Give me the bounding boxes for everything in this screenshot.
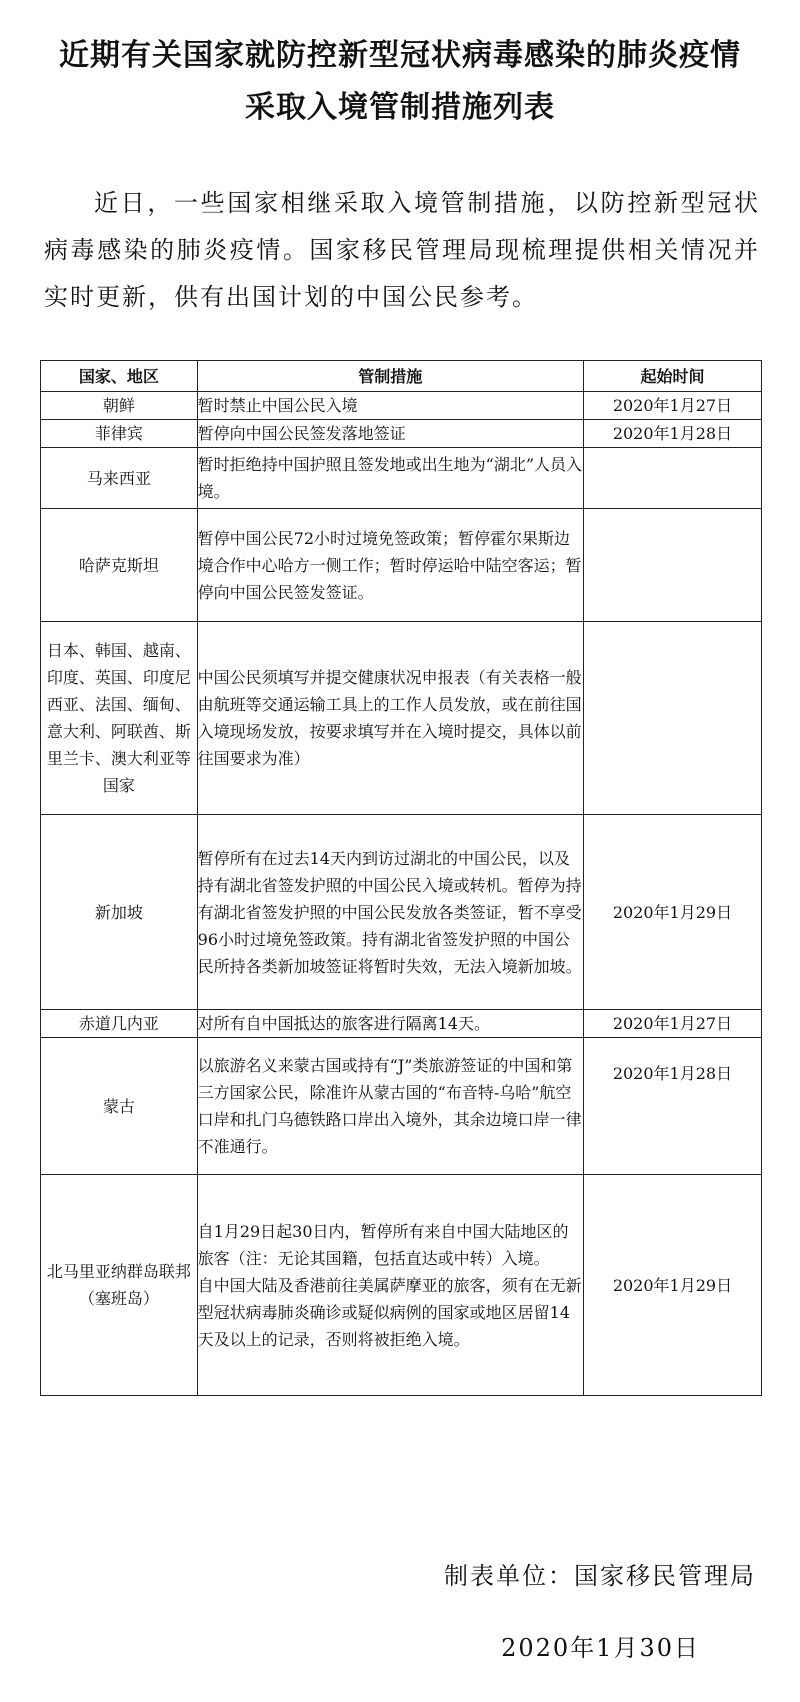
date-cell: 2020年1月29日: [583, 815, 761, 1010]
date-cell: 2020年1月27日: [583, 392, 761, 420]
country-cell: 朝鲜: [41, 392, 198, 420]
country-cell: 哈萨克斯坦: [41, 509, 198, 622]
table-row: [41, 1010, 762, 1038]
date-cell: [583, 509, 761, 622]
country-cell: 新加坡: [41, 815, 198, 1010]
table-row: [41, 815, 762, 1010]
country-cell: 马来西亚: [41, 448, 198, 509]
measure-cell: 暂停中国公民72小时过境免签政策；暂停霍尔果斯边境合作中心哈方一侧工作；暂时停运哈中陆空客运；暂停向中国公民签发签证。: [197, 509, 583, 622]
country-cell: 日本、韩国、越南、印度、英国、印度尼西亚、法国、缅甸、意大利、阿联酋、斯里兰卡、澳大利亚等国家: [41, 622, 198, 815]
issuer-line: 制表单位：国家移民管理局: [444, 1562, 756, 1590]
measure-paragraph: 自中国大陆及香港前往美属萨摩亚的旅客，须有在无新型冠状病毒肺炎确诊或疑似病例的国家或地区居留14天及以上的记录，否则将被拒绝入境。: [197, 1275, 582, 1349]
issue-date: 2020年1月30日: [501, 1634, 700, 1662]
table-row: [41, 448, 762, 509]
date-cell: 2020年1月28日: [583, 1038, 761, 1175]
table-row: [41, 509, 762, 622]
header-date: 起始时间: [583, 361, 761, 392]
date-cell: [583, 622, 761, 815]
date-cell: 2020年1月29日: [583, 1175, 761, 1396]
date-cell: [583, 448, 761, 509]
table-row: [41, 392, 762, 420]
title-line-1: 近期有关国家就防控新型冠状病毒感染的肺炎疫情: [59, 38, 741, 73]
header-country: 国家、地区: [41, 361, 198, 392]
measure-cell: 暂时禁止中国公民入境: [197, 392, 583, 420]
measure-cell: 以旅游名义来蒙古国或持有“J”类旅游签证的中国和第三方国家公民，除准许从蒙古国的“布音特-乌哈”航空口岸和扎门乌德铁路口岸出入境外，其余边境口岸一律不准通行。: [197, 1038, 583, 1175]
title-line-2: 采取入境管制措施列表: [245, 90, 555, 125]
measure-cell: 中国公民须填写并提交健康状况申报表（有关表格一般由航班等交通运输工具上的工作人员发放，或在前往国入境现场发放，按要求填写并在入境时提交，具体以前往国要求为准）: [197, 622, 583, 815]
country-cell: 菲律宾: [41, 420, 198, 448]
measures-table: [40, 360, 762, 1396]
table-row: [41, 1175, 762, 1396]
measure-paragraph: 自1月29日起30日内，暂停所有来自中国大陆地区的旅客（注：无论其国籍，包括直达或中转）入境。: [197, 1221, 569, 1268]
date-cell: 2020年1月27日: [583, 1010, 761, 1038]
measure-cell: [197, 1175, 583, 1396]
country-cell: 北马里亚纳群岛联邦（塞班岛）: [41, 1175, 198, 1396]
table-row: [41, 622, 762, 815]
measure-cell: 暂停所有在过去14天内到访过湖北的中国公民，以及持有湖北省签发护照的中国公民入境或转机。暂停为持有湖北省签发护照的中国公民发放各类签证，暂不享受96小时过境免签政策。持有湖北省签发护照的中国公民所持各类新加坡签证将暂时失效，无法入境新加坡。: [197, 815, 583, 1010]
date-cell: 2020年1月28日: [583, 420, 761, 448]
table-row: [41, 1038, 762, 1175]
table-header-row: [41, 361, 762, 392]
country-cell: 蒙古: [41, 1038, 198, 1175]
country-cell: 赤道几内亚: [41, 1010, 198, 1038]
intro-paragraph: 近日，一些国家相继采取入境管制措施，以防控新型冠状病毒感染的肺炎疫情。国家移民管理局现梳理提供相关情况并实时更新，供有出国计划的中国公民参考。: [44, 189, 760, 311]
measure-cell: 暂时拒绝持中国护照且签发地或出生地为“湖北”人员入境。: [197, 448, 583, 509]
table-row: [41, 420, 762, 448]
header-measure: 管制措施: [197, 361, 583, 392]
measure-cell: 暂停向中国公民签发落地签证: [197, 420, 583, 448]
measure-cell: 对所有自中国抵达的旅客进行隔离14天。: [197, 1010, 583, 1038]
